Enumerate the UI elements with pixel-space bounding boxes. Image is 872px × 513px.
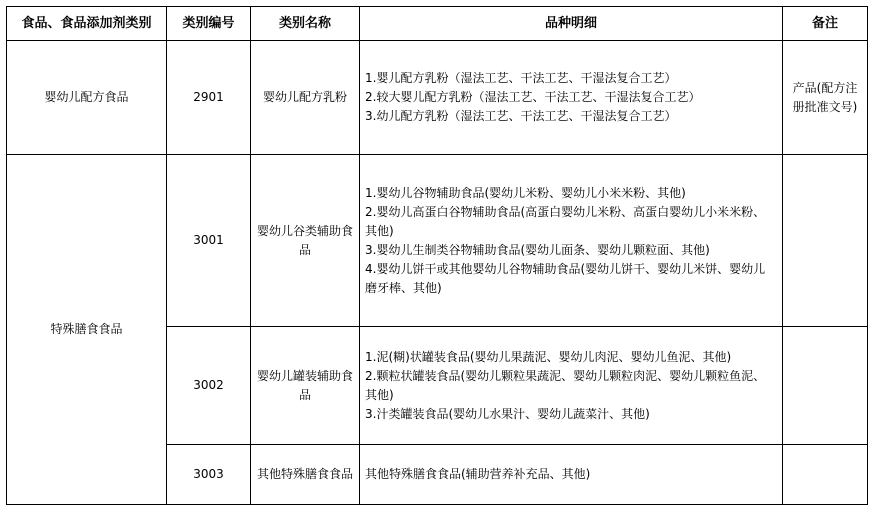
detail-line: 其他特殊膳食食品(辅助营养补充品、其他) bbox=[365, 467, 591, 481]
details-cell bbox=[360, 41, 783, 155]
note-cell bbox=[783, 445, 868, 505]
code-cell: 2901 bbox=[167, 41, 251, 155]
code-cell: 3003 bbox=[167, 445, 251, 505]
category-cell: 特殊膳食食品 bbox=[7, 155, 167, 505]
table-header-row bbox=[7, 7, 868, 41]
header-code: 类别编号 bbox=[167, 7, 251, 41]
detail-line: 3.汁类罐装食品(婴幼儿水果汁、婴幼儿蔬菜汁、其他) bbox=[365, 406, 650, 421]
header-details: 品种明细 bbox=[360, 7, 783, 41]
detail-line: 2.婴幼儿高蛋白谷物辅助食品(高蛋白婴幼儿米粉、高蛋白婴幼儿小米米粉、其他) bbox=[365, 204, 766, 238]
details-cell bbox=[360, 155, 783, 327]
table-row bbox=[7, 41, 868, 155]
code-cell: 3002 bbox=[167, 327, 251, 445]
detail-line: 3.婴幼儿生制类谷物辅助食品(婴幼儿面条、婴幼儿颗粒面、其他) bbox=[365, 242, 710, 257]
note-cell bbox=[783, 327, 868, 445]
detail-line: 2.颗粒状罐装食品(婴幼儿颗粒果蔬泥、婴幼儿颗粒肉泥、婴幼儿颗粒鱼泥、其他) bbox=[365, 368, 766, 402]
name-cell: 婴幼儿罐装辅助食品 bbox=[251, 327, 360, 445]
category-cell: 婴幼儿配方食品 bbox=[7, 41, 167, 155]
header-name: 类别名称 bbox=[251, 7, 360, 41]
note-cell: 产品(配方注册批准文号) bbox=[783, 41, 868, 155]
detail-line: 2.较大婴儿配方乳粉（湿法工艺、干法工艺、干湿法复合工艺） bbox=[365, 90, 701, 104]
detail-line: 1.婴儿配方乳粉（湿法工艺、干法工艺、干湿法复合工艺） bbox=[365, 71, 677, 85]
detail-line: 1.婴幼儿谷物辅助食品(婴幼儿米粉、婴幼儿小米米粉、其他) bbox=[365, 185, 686, 200]
details-cell bbox=[360, 327, 783, 445]
food-category-table bbox=[6, 6, 868, 505]
detail-line: 3.幼儿配方乳粉（湿法工艺、干法工艺、干湿法复合工艺） bbox=[365, 109, 677, 123]
header-note: 备注 bbox=[783, 7, 868, 41]
detail-line: 1.泥(糊)状罐装食品(婴幼儿果蔬泥、婴幼儿肉泥、婴幼儿鱼泥、其他) bbox=[365, 349, 732, 364]
table-row bbox=[7, 155, 868, 327]
note-cell bbox=[783, 155, 868, 327]
code-cell: 3001 bbox=[167, 155, 251, 327]
name-cell: 婴幼儿配方乳粉 bbox=[251, 41, 360, 155]
details-cell bbox=[360, 445, 783, 505]
name-cell: 婴幼儿谷类辅助食品 bbox=[251, 155, 360, 327]
name-cell: 其他特殊膳食食品 bbox=[251, 445, 360, 505]
header-category: 食品、食品添加剂类别 bbox=[7, 7, 167, 41]
detail-line: 4.婴幼儿饼干或其他婴幼儿谷物辅助食品(婴幼儿饼干、婴幼儿米饼、婴幼儿磨牙棒、其他) bbox=[365, 261, 766, 295]
